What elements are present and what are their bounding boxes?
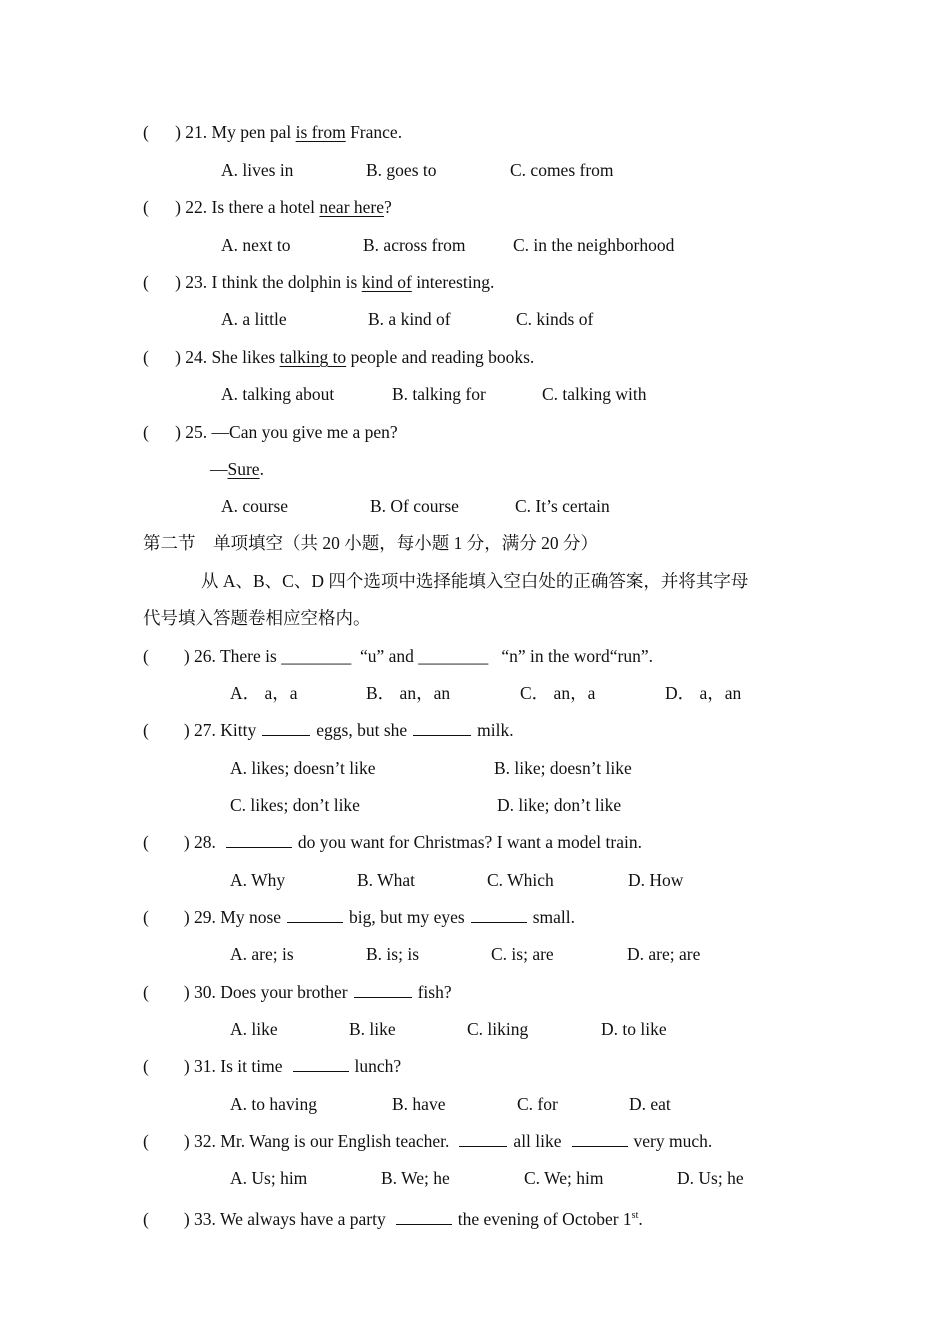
section-title: 第二节 单项填空（共 20 小题，每小题 1 分，满分 20 分） — [143, 533, 598, 553]
question-28 — [143, 831, 642, 853]
option-b: B. What — [357, 870, 416, 890]
blank — [293, 1055, 349, 1072]
answer-paren: ( ) — [143, 832, 190, 852]
answer-paren: ( ) — [143, 720, 190, 740]
question-text-mid: big, but my eyes — [349, 907, 465, 927]
blank — [572, 1130, 628, 1147]
option-d: D. How — [628, 870, 684, 890]
question-33 — [143, 1205, 643, 1230]
question-text-end: milk. — [477, 720, 514, 740]
answer-paren: ( ) — [143, 907, 190, 927]
ordinal-suffix: st — [631, 1210, 639, 1221]
option-a: A. like — [230, 1019, 278, 1039]
question-text-end: interesting. — [411, 272, 495, 292]
question-text: 33. We always have a party — [194, 1208, 386, 1229]
question-text: 22. Is there a hotel — [185, 197, 320, 217]
option-a: A. a little — [221, 309, 287, 329]
blank — [226, 831, 292, 848]
question-32 — [143, 1130, 712, 1152]
question-22 — [143, 196, 392, 218]
question-text: 25. —Can you give me a pen? — [185, 422, 398, 442]
option-c: C. comes from — [510, 160, 614, 180]
question-text: 21. My pen pal — [185, 122, 296, 142]
option-c: C. liking — [467, 1019, 529, 1039]
option-a: A． a，a — [230, 683, 298, 703]
option-c: C. kinds of — [516, 309, 594, 329]
option-c: C. It’s certain — [515, 496, 610, 516]
option-a: A. to having — [230, 1094, 318, 1114]
answer-paren: ( ) — [143, 347, 181, 367]
option-b: B. have — [392, 1094, 446, 1114]
option-b: B. is; is — [366, 944, 420, 964]
option-a: A. course — [221, 496, 289, 516]
option-a: A. likes; doesn’t like — [230, 758, 376, 778]
question-27 — [143, 719, 514, 741]
answer-paren: ( ) — [143, 272, 181, 292]
section-instruction: 从 A、B、C、D 四个选项中选择能填入空白处的正确答案，并将其字母 — [201, 571, 749, 591]
answer-paren: ( ) — [143, 982, 190, 1002]
blank — [396, 1208, 452, 1225]
option-b: B. goes to — [366, 160, 437, 180]
option-c: C. for — [517, 1094, 558, 1114]
question-text: 27. Kitty — [194, 720, 257, 740]
question-26 — [143, 645, 653, 667]
option-c: C． an，a — [520, 683, 596, 703]
option-b: B. talking for — [392, 384, 486, 404]
question-text: 30. Does your brother — [194, 982, 348, 1002]
option-d: D. to like — [601, 1019, 667, 1039]
option-a: A. lives in — [221, 160, 294, 180]
blank — [413, 719, 471, 736]
option-c: C. Which — [487, 870, 554, 890]
option-b: B. like — [349, 1019, 396, 1039]
question-text-end: ? — [384, 197, 392, 217]
underlined-phrase: is from — [295, 122, 346, 142]
option-d: D. like; don’t like — [497, 795, 622, 815]
option-c: C. likes; don’t like — [230, 795, 360, 815]
option-b: B. across from — [363, 235, 466, 255]
blank — [459, 1130, 507, 1147]
underlined-phrase: Sure — [227, 459, 260, 479]
question-text-end: fish? — [417, 982, 452, 1002]
underlined-phrase: near here — [319, 197, 385, 217]
option-b: B. a kind of — [368, 309, 451, 329]
option-b: B. Of course — [370, 496, 459, 516]
answer-paren: ( ) — [143, 646, 190, 666]
period: . — [638, 1208, 643, 1229]
question-text-end: small. — [532, 907, 576, 927]
answer-paren: ( ) — [143, 1131, 190, 1151]
question-text-mid: “u” and ________ — [359, 646, 489, 666]
question-text: 24. She likes — [185, 347, 280, 367]
question-text-mid: all like — [513, 1131, 562, 1151]
option-c: C. is; are — [491, 944, 554, 964]
question-text-end: very much. — [633, 1131, 713, 1151]
question-text: 31. Is it time — [194, 1056, 283, 1076]
option-c: C. in the neighborhood — [513, 235, 675, 255]
question-text: 29. My nose — [194, 907, 282, 927]
question-25-reply — [210, 458, 264, 480]
question-text: 32. Mr. Wang is our English teacher. — [194, 1131, 450, 1151]
option-a: A. Us; him — [230, 1168, 308, 1188]
question-25 — [143, 421, 398, 443]
answer-paren: ( ) — [143, 1056, 190, 1076]
blank — [287, 906, 343, 923]
option-b: B. like; doesn’t like — [494, 758, 632, 778]
question-31 — [143, 1055, 401, 1077]
question-23 — [143, 271, 494, 293]
blank — [262, 719, 310, 736]
blank — [354, 981, 412, 998]
blank — [471, 906, 527, 923]
option-d: D． a，an — [665, 683, 742, 703]
option-a: A. talking about — [221, 384, 335, 404]
question-text: 23. I think the dolphin is — [185, 272, 362, 292]
dash: — — [210, 459, 228, 479]
question-text-end: people and reading books. — [346, 347, 535, 367]
section-instruction-cont: 代号填入答题卷相应空格内。 — [143, 608, 371, 628]
question-text-end: the evening of October 1 — [457, 1208, 632, 1229]
question-text-end: . — [259, 459, 264, 479]
question-text-end: “n” in the word“run”. — [501, 646, 653, 666]
option-d: D. eat — [629, 1094, 671, 1114]
question-21 — [143, 121, 402, 143]
answer-paren: ( ) — [143, 122, 181, 142]
option-d: D. Us; he — [677, 1168, 744, 1188]
underlined-phrase: talking to — [279, 347, 347, 367]
option-b: B. We; he — [381, 1168, 450, 1188]
question-text-mid: eggs, but she — [316, 720, 408, 740]
answer-paren: ( ) — [143, 422, 181, 442]
option-c: C. We; him — [524, 1168, 604, 1188]
question-text-end: do you want for Christmas? I want a model train. — [297, 832, 642, 852]
question-text: 28. — [194, 832, 216, 852]
answer-paren: ( ) — [143, 197, 181, 217]
option-c: C. talking with — [542, 384, 647, 404]
question-text-end: France. — [345, 122, 403, 142]
answer-paren: ( ) — [143, 1208, 190, 1229]
question-text-end: lunch? — [354, 1056, 402, 1076]
question-30 — [143, 981, 452, 1003]
option-a: A. are; is — [230, 944, 294, 964]
option-b: B． an，an — [366, 683, 451, 703]
option-a: A. next to — [221, 235, 291, 255]
question-29 — [143, 906, 575, 928]
underlined-phrase: kind of — [361, 272, 412, 292]
option-d: D. are; are — [627, 944, 701, 964]
option-a: A. Why — [230, 870, 286, 890]
question-text: 26. There is ________ — [194, 646, 352, 666]
question-24 — [143, 346, 534, 368]
